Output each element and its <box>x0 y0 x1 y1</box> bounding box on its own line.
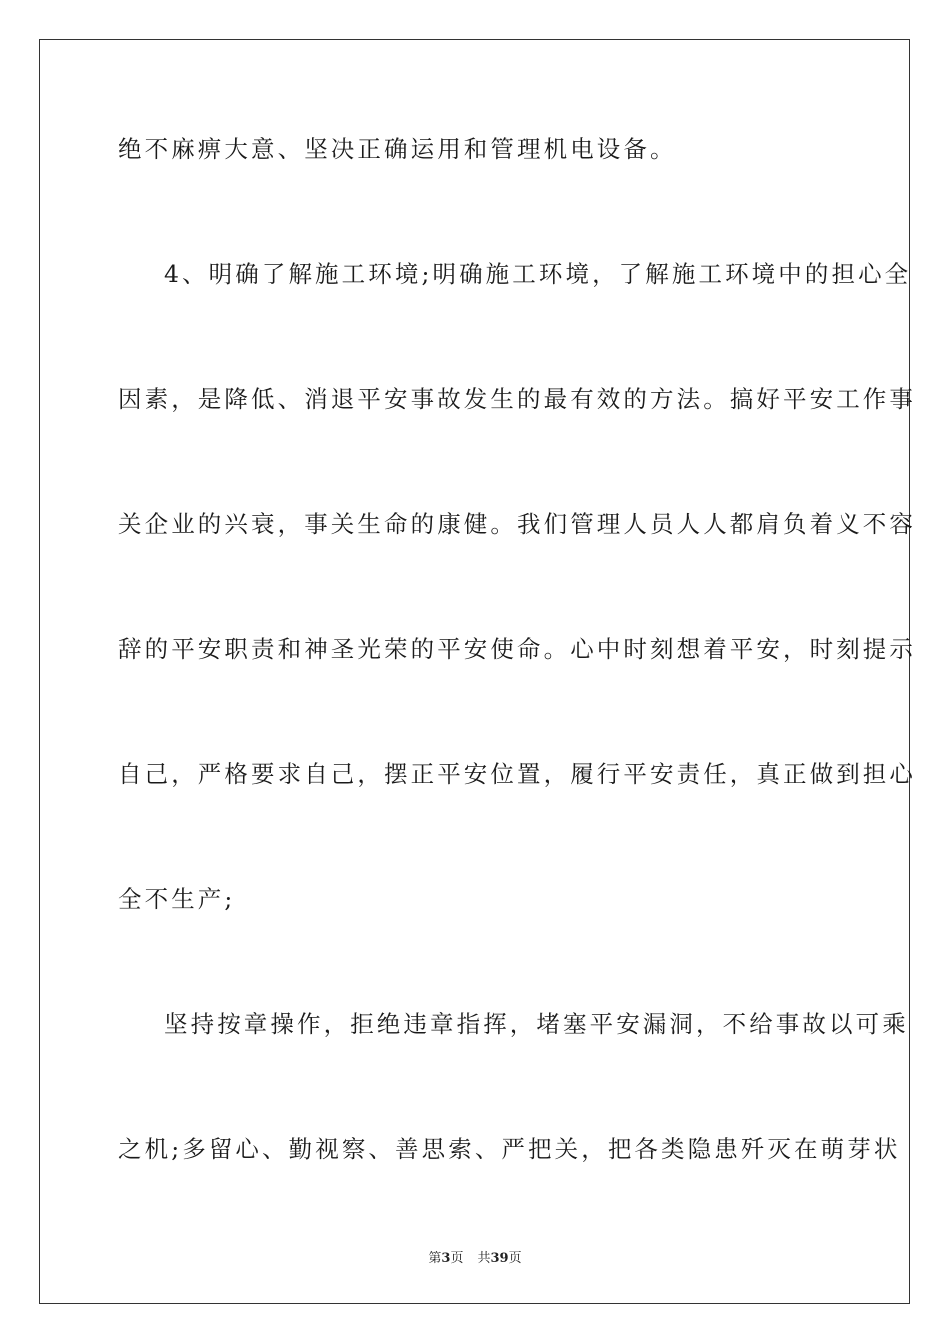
total-suffix: 页 <box>508 1251 522 1266</box>
paragraph-start-line-2: 4、明确了解施工环境;明确施工环境，了解施工环境中的担心全 <box>164 260 912 288</box>
text-line-5: 辞的平安职责和神圣光荣的平安使命。心中时刻想着平安，时刻提示 <box>118 635 916 663</box>
text-line-6: 自己，严格要求自己，摆正平安位置，履行平安责任，真正做到担心 <box>118 760 916 788</box>
page-suffix: 页 <box>450 1251 464 1266</box>
text-line-7: 全不生产; <box>118 885 236 913</box>
text-line-4: 关企业的兴衰，事关生命的康健。我们管理人员人人都肩负着义不容 <box>118 510 916 538</box>
total-pages: 39 <box>490 1251 509 1266</box>
page-number: 3 <box>441 1251 451 1266</box>
text-line-9: 之机;多留心、勤视察、善思索、严把关，把各类隐患歼灭在萌芽状 <box>118 1135 901 1163</box>
text-line-1: 绝不麻痹大意、坚决正确运用和管理机电设备。 <box>118 135 677 163</box>
page-prefix: 第 <box>428 1251 442 1266</box>
page-border <box>39 39 916 1304</box>
paragraph-start-line-8: 坚持按章操作，拒绝违章指挥，堵塞平安漏洞，不给事故以可乘 <box>164 1010 909 1038</box>
total-prefix: 共 <box>477 1251 491 1266</box>
text-line-3: 因素，是降低、消退平安事故发生的最有效的方法。搞好平安工作事 <box>118 385 916 413</box>
page-footer <box>0 1247 950 1266</box>
